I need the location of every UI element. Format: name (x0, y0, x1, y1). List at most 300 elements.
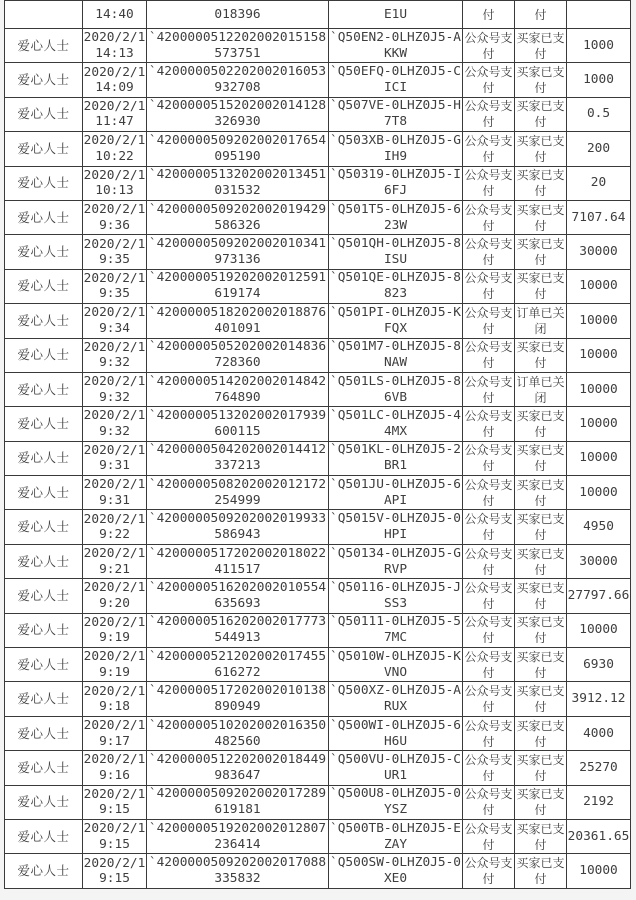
transaction-id-cell (147, 441, 329, 475)
donor-name-text: 爱心人士 (17, 348, 70, 363)
order-id-cell (329, 544, 463, 578)
order-id-text: `Q500WI-0LHZ0J5-6H6U (330, 717, 461, 749)
order-id-text: `Q500VU-0LHZ0J5-CUR1 (330, 751, 461, 783)
order-id-cell (329, 269, 463, 303)
order-id-text: `Q500SW-0LHZ0J5-0XE0 (330, 855, 461, 887)
table-row (5, 132, 631, 166)
status-text: 买家已支付 (516, 477, 565, 508)
time-text: 9:32 (99, 355, 130, 371)
donor-name-text: 爱心人士 (17, 623, 70, 638)
transaction-id-cell (147, 338, 329, 372)
donor-cell (5, 372, 83, 406)
transaction-id-cell (147, 63, 329, 97)
pay-method-text: 公众号支付 (464, 443, 513, 474)
order-id-text: `Q501LS-0LHZ0J5-86VB (330, 373, 461, 405)
amount-cell (567, 372, 631, 406)
transaction-id-cell (147, 579, 329, 613)
table-row (5, 304, 631, 338)
pay-method-cell (463, 29, 515, 63)
pay-method-cell (463, 304, 515, 338)
table-row (5, 819, 631, 853)
donor-name-text: 爱心人士 (17, 692, 70, 707)
status-cell (515, 235, 567, 269)
table-row (5, 648, 631, 682)
transaction-id-cell (147, 751, 329, 785)
transaction-id-cell (147, 682, 329, 716)
datetime-cell (83, 510, 147, 544)
order-id-text: E1U (383, 6, 408, 22)
transaction-id-text: `4200000508202002012172254999 (148, 476, 327, 508)
table-row (5, 407, 631, 441)
transaction-id-cell (147, 648, 329, 682)
status-cell (515, 579, 567, 613)
donor-name-text: 爱心人士 (17, 313, 70, 328)
table-row (5, 544, 631, 578)
time-text: 9:21 (99, 561, 130, 577)
pay-method-text: 公众号支付 (464, 546, 513, 577)
datetime-cell (83, 63, 147, 97)
donor-name-text: 爱心人士 (17, 38, 70, 53)
amount-cell (567, 854, 631, 888)
order-id-text: `Q50EN2-0LHZ0J5-AKKW (330, 29, 461, 61)
status-text: 买家已支付 (516, 65, 565, 96)
donor-name-text: 爱心人士 (17, 451, 70, 466)
order-id-cell (329, 372, 463, 406)
pay-method-text: 公众号支付 (464, 237, 513, 268)
donor-cell (5, 407, 83, 441)
donor-cell (5, 579, 83, 613)
transaction-id-cell (147, 544, 329, 578)
date-text: 2020/2/1 (83, 546, 146, 562)
date-text: 2020/2/1 (83, 98, 146, 114)
status-cell (515, 304, 567, 338)
order-id-cell (329, 29, 463, 63)
date-text: 2020/2/1 (83, 236, 146, 252)
order-id-text: `Q501PI-0LHZ0J5-KFQX (330, 304, 461, 336)
pay-method-text: 公众号支付 (464, 305, 513, 336)
table-row (5, 97, 631, 131)
donor-cell (5, 751, 83, 785)
donor-cell (5, 544, 83, 578)
transaction-id-cell (147, 476, 329, 510)
status-cell (515, 166, 567, 200)
transaction-id-text: `4200000505202002014836728360 (148, 339, 327, 371)
pay-method-text: 公众号支付 (464, 30, 513, 61)
amount-text: 25270 (579, 759, 618, 775)
order-id-cell (329, 166, 463, 200)
order-id-text: `Q501T5-0LHZ0J5-623W (330, 201, 461, 233)
status-text: 付 (534, 7, 547, 22)
amount-text: 20361.65 (567, 828, 630, 844)
date-text: 2020/2/1 (83, 270, 146, 286)
table-row (5, 166, 631, 200)
donor-cell (5, 716, 83, 750)
pay-method-cell (463, 441, 515, 475)
status-cell (515, 819, 567, 853)
amount-cell (567, 338, 631, 372)
order-id-cell (329, 338, 463, 372)
status-cell (515, 407, 567, 441)
status-cell (515, 716, 567, 750)
transaction-id-cell (147, 29, 329, 63)
donor-name-text: 爱心人士 (17, 176, 70, 191)
time-text: 11:47 (95, 114, 134, 130)
date-text: 2020/2/1 (83, 339, 146, 355)
status-text: 买家已支付 (516, 821, 565, 852)
amount-cell (567, 304, 631, 338)
date-text: 2020/2/1 (83, 30, 146, 46)
date-text: 2020/2/1 (83, 133, 146, 149)
time-text: 9:15 (99, 871, 130, 887)
transaction-id-text: `4200000512202002015158573751 (148, 29, 327, 61)
datetime-cell (83, 441, 147, 475)
status-cell (515, 441, 567, 475)
date-text: 2020/2/1 (83, 64, 146, 80)
status-text: 买家已支付 (516, 271, 565, 302)
time-text: 9:19 (99, 664, 130, 680)
donor-name-text: 爱心人士 (17, 520, 70, 535)
donor-name-text: 爱心人士 (17, 485, 70, 500)
amount-cell (567, 785, 631, 819)
datetime-cell (83, 854, 147, 888)
amount-cell (567, 97, 631, 131)
transaction-id-cell (147, 716, 329, 750)
time-text: 9:32 (99, 423, 130, 439)
time-text: 9:35 (99, 286, 130, 302)
pay-method-text: 公众号支付 (464, 408, 513, 439)
time-text: 9:36 (99, 217, 130, 233)
date-text: 2020/2/1 (83, 718, 146, 733)
status-text: 买家已支付 (516, 99, 565, 130)
datetime-cell (83, 785, 147, 819)
table-row (5, 200, 631, 234)
amount-text: 1000 (583, 37, 614, 53)
amount-text: 10000 (579, 450, 618, 466)
status-cell (515, 132, 567, 166)
order-id-text: `Q501LC-0LHZ0J5-44MX (330, 407, 461, 439)
amount-text: 0.5 (586, 106, 611, 122)
amount-cell (567, 132, 631, 166)
transaction-id-cell (147, 200, 329, 234)
order-id-text: `Q50116-0LHZ0J5-JSS3 (330, 579, 461, 611)
status-text: 买家已支付 (516, 787, 565, 818)
pay-method-text: 公众号支付 (464, 752, 513, 783)
table-row (5, 682, 631, 716)
amount-text: 10000 (579, 381, 618, 397)
donor-cell (5, 166, 83, 200)
time-text: 9:34 (99, 320, 130, 336)
transaction-id-text: `4200000512202002018449983647 (148, 751, 327, 783)
pay-method-cell (463, 372, 515, 406)
amount-text: 10000 (579, 484, 618, 500)
pay-method-cell (463, 854, 515, 888)
amount-cell (567, 476, 631, 510)
transaction-id-cell (147, 372, 329, 406)
donor-name-text: 爱心人士 (17, 829, 70, 844)
transaction-id-text: `4200000517202002018022411517 (148, 545, 327, 577)
pay-method-text: 公众号支付 (464, 821, 513, 852)
transaction-id-text: `4200000516202002017773544913 (148, 614, 327, 646)
status-cell (515, 476, 567, 510)
pay-method-text: 公众号支付 (464, 99, 513, 130)
amount-cell (567, 166, 631, 200)
pay-method-cell (463, 407, 515, 441)
donor-cell (5, 785, 83, 819)
pay-method-text: 公众号支付 (464, 477, 513, 508)
order-id-cell (329, 407, 463, 441)
status-cell (515, 97, 567, 131)
transaction-id-text: `4200000509202002017088335832 (148, 855, 327, 887)
transaction-id-cell (147, 166, 329, 200)
donor-cell (5, 682, 83, 716)
table-row (5, 751, 631, 785)
status-cell (515, 785, 567, 819)
transaction-id-cell (147, 304, 329, 338)
status-cell (515, 200, 567, 234)
order-id-cell (329, 751, 463, 785)
amount-cell (567, 1, 631, 29)
status-text: 买家已支付 (516, 752, 565, 783)
order-id-text: `Q50111-0LHZ0J5-57MC (330, 614, 461, 646)
amount-text: 4950 (583, 519, 614, 535)
date-text: 2020/2/1 (83, 202, 146, 218)
status-cell (515, 510, 567, 544)
status-cell (515, 372, 567, 406)
transaction-id-text: `4200000519202002012807236414 (148, 820, 327, 852)
donor-cell (5, 648, 83, 682)
time-text: 9:31 (99, 458, 130, 474)
transaction-id-text: `4200000514202002014842764890 (148, 373, 327, 405)
pay-method-cell (463, 785, 515, 819)
pay-method-cell (463, 613, 515, 647)
status-text: 买家已支付 (516, 340, 565, 371)
transaction-id-text: `4200000513202002013451031532 (148, 167, 327, 199)
time-text: 9:19 (99, 630, 130, 646)
transaction-id-cell (147, 269, 329, 303)
donor-cell (5, 476, 83, 510)
status-text: 买家已支付 (516, 615, 565, 646)
order-id-cell (329, 716, 463, 750)
order-id-cell (329, 785, 463, 819)
donor-cell (5, 304, 83, 338)
amount-cell (567, 441, 631, 475)
pay-method-cell (463, 166, 515, 200)
amount-cell (567, 613, 631, 647)
order-id-text: `Q5010W-0LHZ0J5-KVNO (330, 648, 461, 680)
transaction-id-text: `4200000504202002014412337213 (148, 442, 327, 474)
datetime-cell (83, 1, 147, 29)
time-text: 9:31 (99, 492, 130, 508)
transaction-id-text: `4200000502202002016053932708 (148, 64, 327, 96)
amount-cell (567, 235, 631, 269)
order-id-cell (329, 854, 463, 888)
transaction-id-cell (147, 1, 329, 29)
pay-method-cell (463, 819, 515, 853)
date-text: 2020/2/1 (83, 167, 146, 183)
datetime-cell (83, 372, 147, 406)
transaction-id-cell (147, 785, 329, 819)
time-text: 14:09 (95, 80, 134, 96)
pay-method-text: 公众号支付 (464, 133, 513, 164)
time-text: 9:18 (99, 699, 130, 715)
status-cell (515, 854, 567, 888)
order-id-text: `Q501JU-0LHZ0J5-6API (330, 476, 461, 508)
transaction-id-text: `4200000519202002012591619174 (148, 270, 327, 302)
time-text: 9:15 (99, 836, 130, 852)
donor-name-text: 爱心人士 (17, 657, 70, 672)
transaction-id-text: `4200000509202002017289619181 (148, 786, 327, 818)
amount-text: 3912.12 (571, 691, 626, 707)
table-row (5, 510, 631, 544)
pay-method-cell (463, 200, 515, 234)
pay-method-cell (463, 269, 515, 303)
donor-cell (5, 200, 83, 234)
donor-name-text: 爱心人士 (17, 726, 70, 741)
date-text: 2020/2/1 (83, 408, 146, 424)
donor-cell (5, 338, 83, 372)
donor-cell (5, 235, 83, 269)
status-cell (515, 338, 567, 372)
amount-text: 2192 (583, 794, 614, 810)
donor-name-text: 爱心人士 (17, 107, 70, 122)
amount-cell (567, 648, 631, 682)
datetime-cell (83, 407, 147, 441)
amount-text: 20 (590, 175, 607, 191)
date-text: 2020/2/1 (83, 821, 146, 837)
order-id-text: `Q500TB-0LHZ0J5-EZAY (330, 820, 461, 852)
payment-records-table (4, 0, 631, 889)
order-id-text: `Q507VE-0LHZ0J5-H7T8 (330, 98, 461, 130)
amount-cell (567, 819, 631, 853)
pay-method-cell (463, 97, 515, 131)
status-text: 买家已支付 (516, 133, 565, 164)
order-id-cell (329, 510, 463, 544)
transaction-id-cell (147, 407, 329, 441)
datetime-cell (83, 648, 147, 682)
status-text: 买家已支付 (516, 580, 565, 611)
pay-method-cell (463, 510, 515, 544)
pay-method-text: 公众号支付 (464, 684, 513, 715)
pay-method-text: 公众号支付 (464, 615, 513, 646)
donor-cell (5, 510, 83, 544)
status-cell (515, 63, 567, 97)
donor-name-text: 爱心人士 (17, 141, 70, 156)
amount-text: 1000 (583, 72, 614, 88)
table-row (5, 854, 631, 888)
order-id-cell (329, 613, 463, 647)
amount-cell (567, 751, 631, 785)
transaction-id-text: `4200000516202002010554635693 (148, 579, 327, 611)
amount-cell (567, 269, 631, 303)
pay-method-text: 公众号支付 (464, 649, 513, 680)
order-id-text: `Q501KL-0LHZ0J5-2BR1 (330, 442, 461, 474)
status-text: 买家已支付 (516, 512, 565, 543)
amount-text: 10000 (579, 863, 618, 879)
amount-text: 4000 (583, 725, 614, 741)
amount-text: 30000 (579, 553, 618, 569)
date-text: 2020/2/1 (83, 752, 146, 768)
table-row (5, 372, 631, 406)
pay-method-cell (463, 235, 515, 269)
order-id-cell (329, 235, 463, 269)
date-text: 2020/2/1 (83, 855, 146, 871)
payment-records-table-body (5, 1, 631, 889)
pay-method-text: 公众号支付 (464, 340, 513, 371)
order-id-text: `Q501QE-0LHZ0J5-8823 (330, 270, 461, 302)
time-text: 9:22 (99, 527, 130, 543)
order-id-text: `Q500XZ-0LHZ0J5-ARUX (330, 683, 461, 715)
pay-method-cell (463, 716, 515, 750)
pay-method-text: 公众号支付 (464, 374, 513, 405)
pay-method-text: 公众号支付 (464, 512, 513, 543)
datetime-cell (83, 819, 147, 853)
datetime-cell (83, 166, 147, 200)
pay-method-text: 公众号支付 (464, 718, 513, 749)
date-text: 2020/2/1 (83, 511, 146, 527)
donor-name-text: 爱心人士 (17, 795, 70, 810)
amount-text: 27797.66 (567, 587, 630, 603)
table-row (5, 29, 631, 63)
table-row (5, 63, 631, 97)
donor-cell (5, 1, 83, 29)
transaction-id-text: 018396 (214, 6, 261, 22)
donor-cell (5, 441, 83, 475)
time-text: 9:17 (99, 733, 130, 749)
transaction-id-text: `4200000510202002016350482560 (148, 717, 327, 749)
table-row (5, 338, 631, 372)
datetime-cell (83, 200, 147, 234)
status-cell (515, 544, 567, 578)
donor-name-text: 爱心人士 (17, 210, 70, 225)
pay-method-text: 付 (482, 7, 495, 22)
pay-method-text: 公众号支付 (464, 202, 513, 233)
amount-cell (567, 200, 631, 234)
table-row (5, 269, 631, 303)
datetime-cell (83, 544, 147, 578)
datetime-cell (83, 579, 147, 613)
transaction-id-text: `4200000509202002010341973136 (148, 236, 327, 268)
time-text: 9:35 (99, 252, 130, 268)
amount-cell (567, 63, 631, 97)
order-id-cell (329, 819, 463, 853)
transaction-id-cell (147, 132, 329, 166)
status-text: 买家已支付 (516, 649, 565, 680)
amount-text: 10000 (579, 622, 618, 638)
datetime-cell (83, 476, 147, 510)
order-id-cell (329, 63, 463, 97)
status-cell (515, 269, 567, 303)
datetime-cell (83, 338, 147, 372)
pay-method-cell (463, 648, 515, 682)
order-id-text: `Q501QH-0LHZ0J5-8ISU (330, 236, 461, 268)
status-text: 买家已支付 (516, 202, 565, 233)
status-cell (515, 682, 567, 716)
donor-name-text: 爱心人士 (17, 382, 70, 397)
date-text: 2020/2/1 (83, 442, 146, 458)
pay-method-cell (463, 682, 515, 716)
status-cell (515, 648, 567, 682)
pay-method-text: 公众号支付 (464, 856, 513, 887)
donor-cell (5, 269, 83, 303)
donor-name-text: 爱心人士 (17, 588, 70, 603)
amount-cell (567, 579, 631, 613)
transaction-id-text: `4200000517202002010138890949 (148, 683, 327, 715)
status-text: 买家已支付 (516, 237, 565, 268)
transaction-id-text: `4200000509202002019429586326 (148, 201, 327, 233)
status-cell (515, 751, 567, 785)
amount-text: 10000 (579, 278, 618, 294)
order-id-text: `Q50EFQ-0LHZ0J5-CICI (330, 64, 461, 96)
